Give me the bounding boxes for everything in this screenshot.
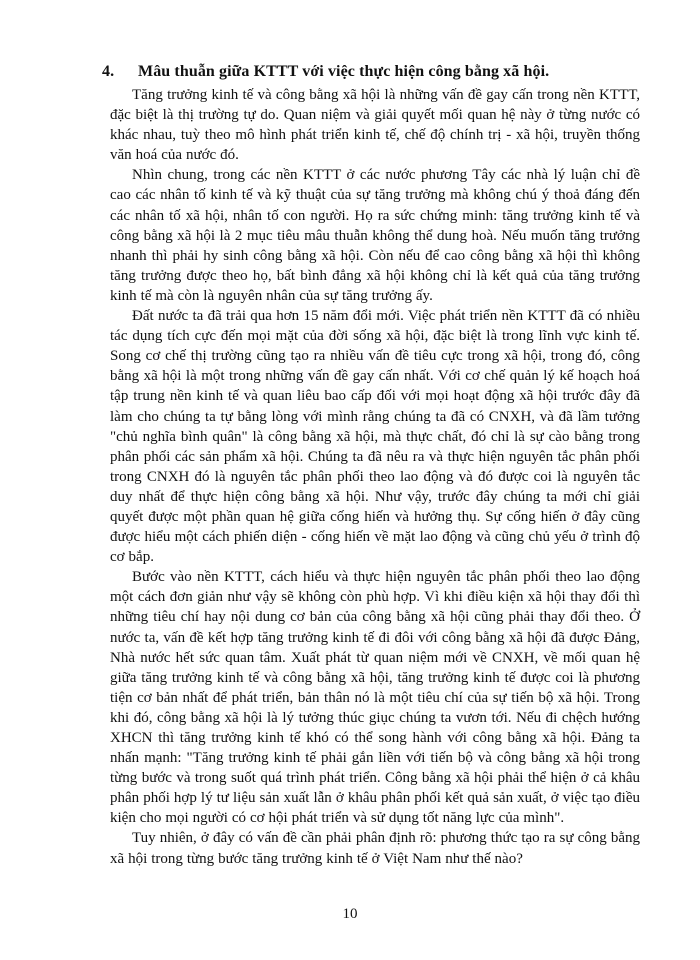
paragraph-4: Bước vào nền KTTT, cách hiểu và thực hiện nguyên tắc phân phối theo lao động một cách đơn giản như vậy sẽ không còn phù hợp. Vì khi điều kiện xã hội thay đổi thì những tiêu chí hay nội dung cơ bản của công bằng xã hội cũng phải thay đổi theo. Ở nước ta, vấn đề kết hợp tăng trưởng kinh tế đi đôi với công bằng xã hội đã được Đảng, Nhà nước hết sức quan tâm. Xuất phát từ quan niệm mới về CNXH, về mối quan hệ giữa tăng trưởng kinh tế và công bằng xã hội, tăng trưởng kinh tế được coi là phương tiện cơ bản nhất để phát triển, bản thân nó là một tiêu chí của sự tiến bộ xã hội. Trong khi đó, công bằng xã hội là lý tưởng thúc giục chúng ta vươn tới. Nếu đi chệch hướng XHCN thì tăng trưởng kinh tế khó có thể song hành với công bằng xã hội. Đảng ta nhấn mạnh: "Tăng trưởng kinh tế phải gắn liền với tiến bộ và công bằng xã hội trong từng bước và trong suốt quá trình phát triển. Công bằng xã hội phải thể hiện ở cả khâu phân phối hợp lý tư liệu sản xuất lẫn ở khâu phân phối kết quả sản xuất, ở việc tạo điều kiện cho mọi người có cơ hội phát triển và sử dụng tốt năng lực của mình". [110,569,640,827]
paragraph-3: Đất nước ta đã trải qua hơn 15 năm đổi mới. Việc phát triển nền KTTT đã có nhiều tác dụng tích cực đến mọi mặt của đời sống xã hội, đặc biệt là trong lĩnh vực kinh tế. Song cơ chế thị trường cũng tạo ra nhiều vấn đề tiêu cực trong xã hội, trong đó, công bằng xã hội là một trong những vấn đề gay cấn nhất. Với cơ chế quản lý kế hoạch hoá tập trung nền kinh tế và quan liêu bao cấp đối với mọi hoạt động xã hội trước đây đã làm cho chúng ta tự bằng lòng với mình rằng chúng ta đã có CNXH, và đã lầm tưởng "chủ nghĩa bình quân" là công bằng xã hội, mà thực chất, đó chỉ là sự cào bằng trong phân phối các sản phẩm xã hội. Chúng ta đã nêu ra và thực hiện nguyên tắc phân phối trong CNXH đó là nguyên tắc phân phối theo lao động và đó được coi là nguyên tắc duy nhất để thực hiện công bằng xã hội. Như vậy, trước đây chúng ta mới chỉ giải quyết được một phần quan hệ giữa cống hiến và hưởng thụ. Sự cống hiến ở đây cũng được hiểu một cách phiến diện - cống hiến về mặt lao động và cũng chủ yếu ở trình độ cơ bắp. [110,308,640,566]
paragraph-5: Tuy nhiên, ở đây có vấn đề cần phải phân định rõ: phương thức tạo ra sự công bằng xã hội trong từng bước tăng trưởng kinh tế ở Việt Nam như thế nào? [110,830,640,867]
section-title: Mâu thuẫn giữa KTTT với việc thực hiện công bằng xã hội. [138,63,550,80]
paragraph-2: Nhìn chung, trong các nền KTTT ở các nước phương Tây các nhà lý luận chỉ đề cao các nhân tố kinh tế và kỹ thuật của sự tăng trưởng mà không chú ý thoả đáng đến các nhân tố xã hội, nhân tố con người. Họ ra sức chứng minh: tăng trưởng kinh tế và công bằng xã hội là 2 mục tiêu mâu thuẫn không thể dung hoà. Nếu muốn tăng trưởng nhanh thì phải hy sinh công bằng xã hội. Còn nếu để cao công bằng xã hội thì không tăng trưởng được theo họ, bất bình đẳng xã hội không chỉ là kết quả của tăng trưởng kinh tế mà còn là nguyên nhân của sự tăng trưởng ấy. [110,167,640,304]
page-content [102,62,640,869]
page-number: 10 [342,906,358,922]
section-heading [102,62,640,82]
section-number: 4. [102,63,115,80]
paragraph-1: Tăng trưởng kinh tế và công bằng xã hội là những vấn đề gay cấn trong nền KTTT, đặc biệt là thị trường tự do. Quan niệm và giải quyết mối quan hệ này ở từng nước có khác nhau, tuỳ theo mô hình phát triển kinh tế, chế độ chính trị - xã hội, truyền thống văn hoá của nước đó. [110,87,640,164]
